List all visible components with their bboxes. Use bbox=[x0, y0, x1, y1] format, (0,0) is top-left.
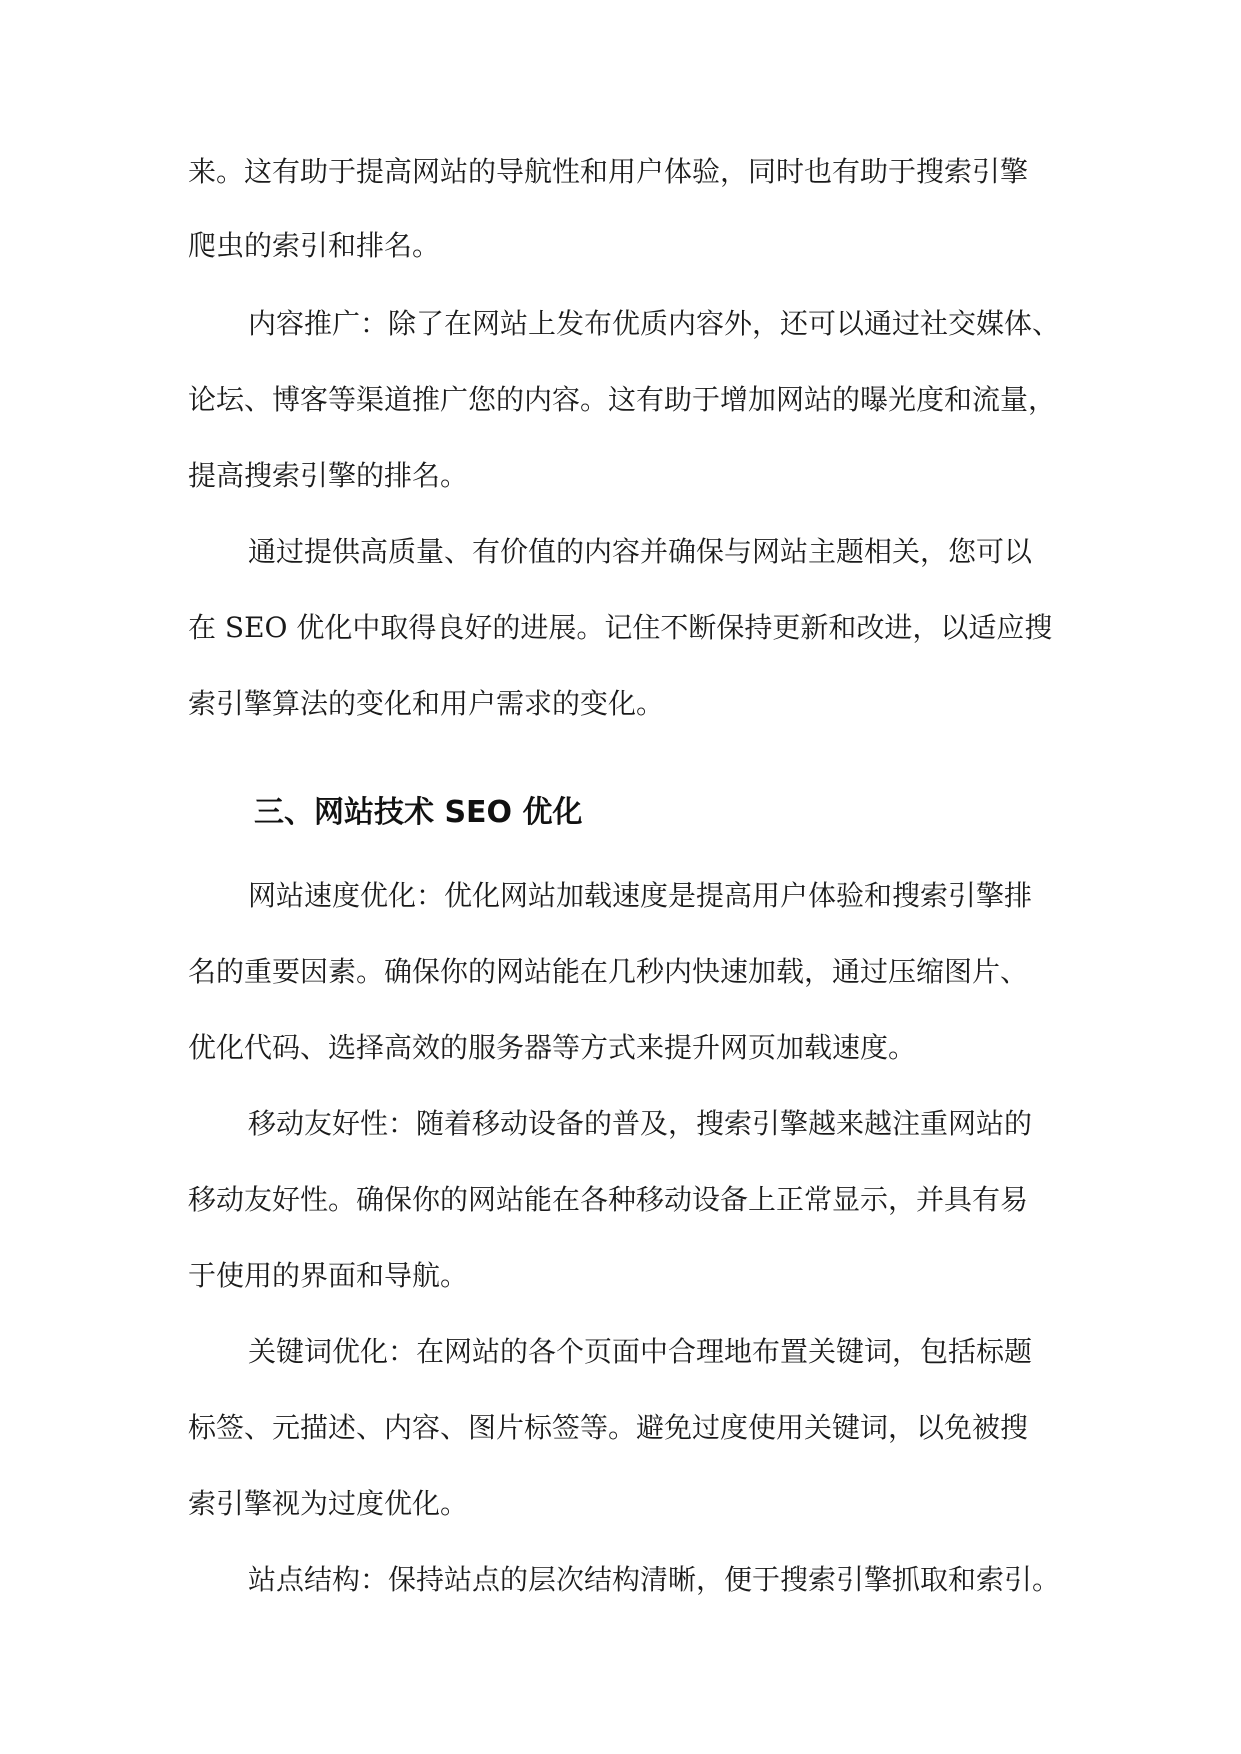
paragraph-start: 移动友好性：随着移动设备的普及，搜索引擎越来越注重网站的 bbox=[248, 1107, 1033, 1140]
text-line: 移动友好性。确保你的网站能在各种移动设备上正常显示，并具有易 bbox=[188, 1183, 1029, 1216]
text-line: 优化代码、选择高效的服务器等方式来提升网页加载速度。 bbox=[188, 1031, 917, 1064]
text-line: 爬虫的索引和排名。 bbox=[188, 229, 441, 262]
text-line: 标签、元描述、内容、图片标签等。避免过度使用关键词，以免被搜 bbox=[188, 1411, 1029, 1444]
paragraph-start: 内容推广：除了在网站上发布优质内容外，还可以通过社交媒体、 bbox=[248, 307, 1061, 340]
text-line: 索引擎视为过度优化。 bbox=[188, 1487, 469, 1520]
paragraph-start: 关键词优化：在网站的各个页面中合理地布置关键词，包括标题 bbox=[248, 1335, 1033, 1368]
text-line: 来。这有助于提高网站的导航性和用户体验，同时也有助于搜索引擎 bbox=[188, 155, 1029, 188]
paragraph-start: 网站速度优化：优化网站加载速度是提高用户体验和搜索引擎排 bbox=[248, 879, 1033, 912]
text-line: 在 SEO 优化中取得良好的进展。记住不断保持更新和改进，以适应搜 bbox=[188, 611, 1053, 644]
text-line: 于使用的界面和导航。 bbox=[188, 1259, 469, 1292]
section-heading: 三、网站技术 SEO 优化 bbox=[254, 795, 583, 830]
text-line: 提高搜索引擎的排名。 bbox=[188, 459, 469, 492]
paragraph-start: 站点结构：保持站点的层次结构清晰，便于搜索引擎抓取和索引。 bbox=[248, 1563, 1061, 1596]
paragraph-start: 通过提供高质量、有价值的内容并确保与网站主题相关，您可以 bbox=[248, 535, 1033, 568]
text-line: 索引擎算法的变化和用户需求的变化。 bbox=[188, 687, 665, 720]
text-line: 名的重要因素。确保你的网站能在几秒内快速加载，通过压缩图片、 bbox=[188, 955, 1029, 988]
text-line: 论坛、博客等渠道推广您的内容。这有助于增加网站的曝光度和流量， bbox=[188, 383, 1057, 416]
